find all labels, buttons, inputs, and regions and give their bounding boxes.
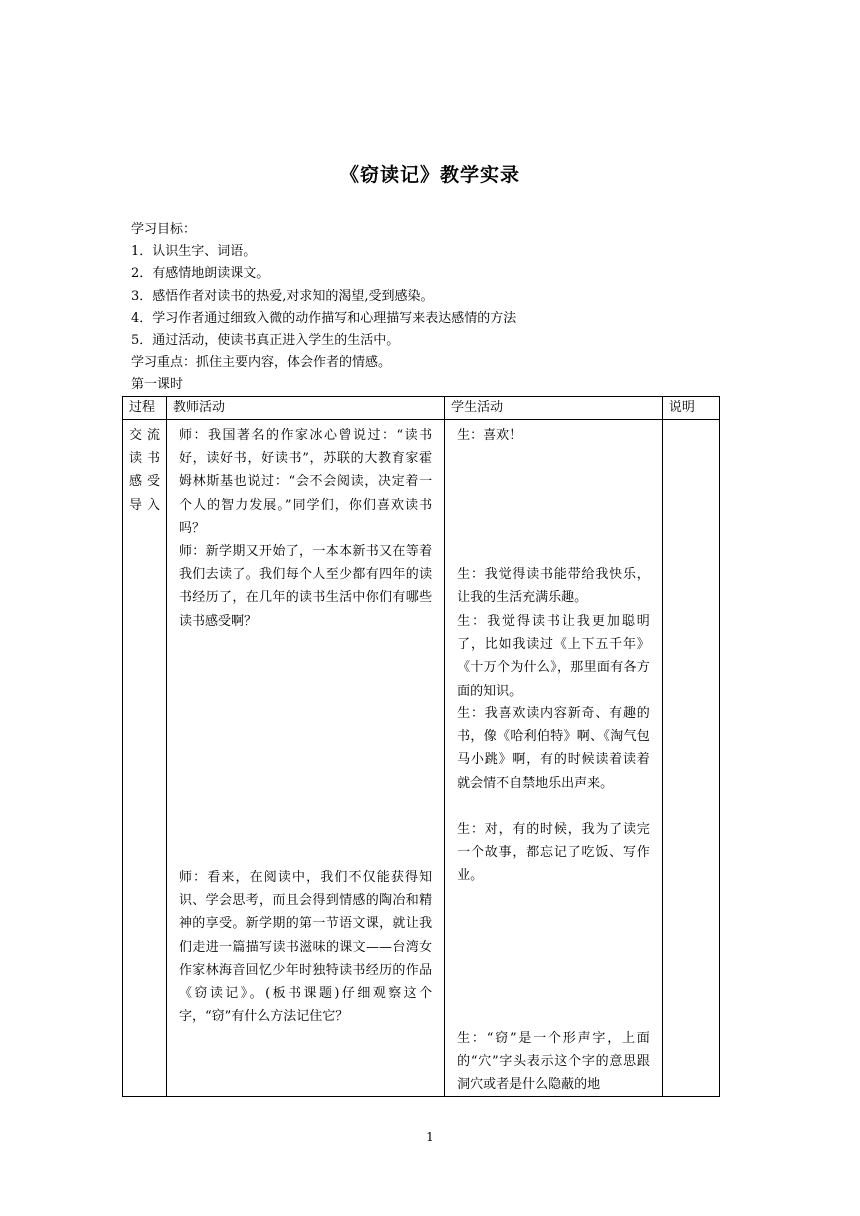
process-line: 导入 — [129, 497, 160, 513]
notes-cell — [662, 420, 719, 1097]
student-paragraph: 生：喜欢！ — [457, 428, 523, 443]
table-header-row — [123, 397, 720, 420]
lesson-table — [122, 396, 720, 1097]
teacher-paragraph: 师：新学期又开始了，一本本新书又在等着我们去读了。我们每个人至少都有四年的读书经历了，在几年的读书生活中你们有哪些读书感受啊？ — [178, 544, 433, 629]
student-paragraph: 生：“窃”是一个形声字，上面的“穴”字头表示这个字的意思跟洞穴或者是什么隐蔽的地 — [457, 1031, 650, 1093]
student-paragraph: 生：对，有的时候，我为了读完一个故事，都忘记了吃饭、写作业。 — [457, 822, 650, 884]
document-title: 《窃读记》教学实录 — [339, 164, 520, 186]
objective-item: 5．通过活动，使读书真正进入学生的生活中。 — [131, 332, 400, 348]
student-paragraph: 生：我觉得读书能带给我快乐，让我的生活充满乐趣。 — [457, 567, 650, 606]
teacher-paragraph: 师：我国著名的作家冰心曾说过：“读书好，读好书，好读书”，苏联的大教育家霍姆林斯基也说过：“会不会阅读，决定着一个人的智力发展。”同学们，你们喜欢读书吗？ — [178, 428, 433, 536]
objectives-heading: 学习目标： — [131, 222, 197, 237]
process-line: 交 流 — [129, 428, 160, 443]
objectives-section — [131, 219, 731, 397]
process-line: 感 受 — [129, 474, 160, 490]
student-cell — [445, 420, 663, 1097]
header-teacher: 教师活动 — [166, 397, 444, 420]
table-row — [123, 420, 720, 1097]
objective-item: 3．感悟作者对读书的热爱,对求知的渴望,受到感染。 — [131, 288, 434, 304]
page-number: 1 — [426, 1130, 434, 1144]
student-paragraph: 生：我喜欢读内容新奇、有趣的书，像《哈利伯特》啊、《淘气包马小跳》啊，有的时候读着读着就会情不自禁地乐出声来。 — [457, 706, 650, 791]
objective-item: 4．学习作者通过细致入微的动作描写和心理描写来表达感情的方法 — [131, 310, 517, 326]
student-paragraph: 生：我觉得读书让我更加聪明了，比如我读过《上下五千年》《十万个为什么》，那里面有各方面的知识。 — [457, 614, 650, 699]
header-process: 过程 — [123, 397, 167, 420]
header-notes: 说明 — [662, 397, 719, 420]
header-student: 学生活动 — [445, 397, 663, 420]
objective-item: 1．认识生字、词语。 — [131, 244, 257, 260]
objective-item: 2．有感情地朗读课文。 — [131, 266, 270, 282]
key-point: 学习重点：抓住主要内容，体会作者的情感。 — [131, 355, 392, 371]
lesson-label: 第一课时 — [131, 377, 184, 393]
process-line: 读 书 — [129, 451, 160, 467]
process-cell — [123, 420, 167, 1097]
teacher-cell — [166, 420, 444, 1097]
teacher-paragraph: 师：看来，在阅读中，我们不仅能获得知识、学会思考，而且会得到情感的陶冶和精神的享受。新学期的第一节语文课，就让我们走进一篇描写读书滋味的课文——台湾女作家林海音回忆少年时独特读书经历的作品《窃读记》。(板书课题)仔细观察这个字，“窃”有什么方法记住它？ — [178, 870, 433, 1025]
